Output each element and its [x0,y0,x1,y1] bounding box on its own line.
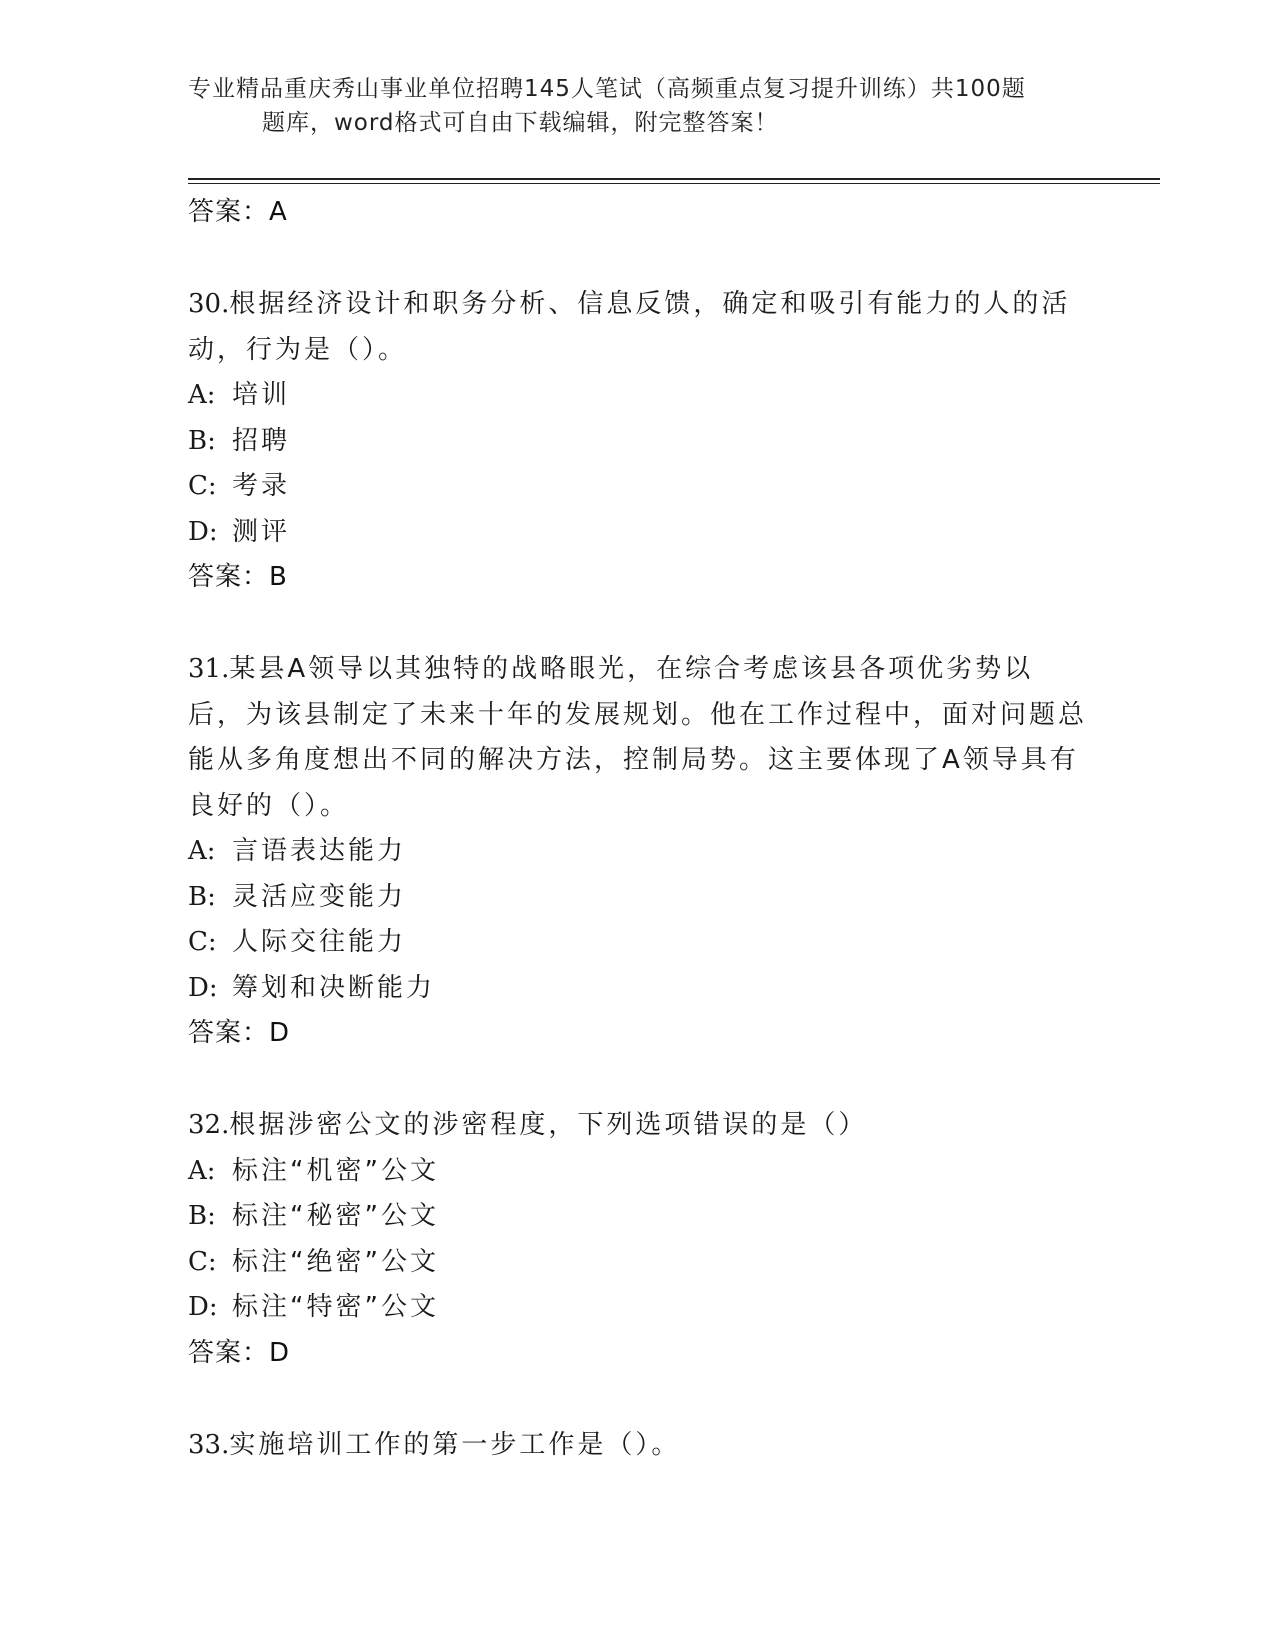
option-text: 言语表达能力 [232,836,407,866]
question-number: 30. [188,289,230,319]
spacer [188,599,1088,647]
question-text [188,1423,1088,1469]
option-a [188,373,1088,419]
option-text: 筹划和决断能力 [232,972,436,1003]
option-key: D: [188,972,218,1003]
option-key: C: [188,471,217,501]
document-body [188,190,1088,1468]
question-text [188,1103,1088,1149]
option-text: 标注“特密”公文 [232,1292,439,1322]
spacer [188,1375,1088,1423]
answer-line: 答案：B [188,562,288,592]
option-text: 培训 [232,380,291,410]
option-d [188,510,1088,556]
option-d [188,1285,1088,1331]
option-text: 灵活应变能力 [232,881,407,912]
header-title-line2: 题库，word格式可自由下载编辑，附完整答案！ [262,110,779,136]
option-key: D: [188,516,218,547]
option-text: 招聘 [232,425,291,456]
option-key: B: [188,425,216,456]
header-rule-thick [188,178,1160,180]
option-key: D: [188,1292,218,1322]
option-key: B: [188,881,216,912]
answer-line: 答案：A [188,197,288,227]
answer-line: 答案：D [188,1018,291,1048]
question-text [188,282,1088,373]
option-c [188,1240,1088,1286]
question-number: 31. [188,654,230,684]
option-text: 考录 [232,471,291,501]
question-body: 根据经济设计和职务分析、信息反馈，确定和吸引有能力的人的活动，行为是（）。 [188,289,1071,365]
option-text: 标注“机密”公文 [232,1155,439,1186]
option-b [188,875,1088,921]
page-header [188,72,1068,140]
question-text [188,647,1088,829]
option-d [188,966,1088,1012]
option-text: 标注“绝密”公文 [232,1246,439,1277]
option-c [188,464,1088,510]
option-key: C: [188,1246,217,1277]
option-key: A: [188,836,216,866]
option-key: C: [188,927,217,957]
spacer [188,234,1088,282]
option-text: 人际交往能力 [232,927,407,957]
option-a [188,1149,1088,1195]
option-text: 测评 [232,516,291,547]
option-key: A: [188,1155,216,1186]
question-body: 实施培训工作的第一步工作是（）。 [229,1429,681,1460]
option-c [188,920,1088,966]
question-number: 32. [188,1110,230,1140]
question-body: 某县A领导以其独特的战略眼光，在综合考虑该县各项优劣势以后，为该县制定了未来十年的发展规划。他在工作过程中，面对问题总能从多角度想出不同的解决方法，控制局势。这主要体现了A领导具有良好的（）。 [188,654,1088,821]
option-key: B: [188,1201,216,1231]
option-text: 标注“秘密”公文 [232,1201,439,1231]
spacer [188,1055,1088,1103]
option-b [188,419,1088,465]
header-rule-thin [188,183,1160,184]
option-b [188,1194,1088,1240]
question-body: 根据涉密公文的涉密程度，下列选项错误的是（） [229,1110,868,1140]
answer-line: 答案：D [188,1337,291,1368]
option-key: A: [188,380,216,410]
header-title-line1: 专业精品重庆秀山事业单位招聘145人笔试（高频重点复习提升训练）共100题 [188,76,1026,102]
question-number: 33. [188,1429,230,1460]
option-a [188,829,1088,875]
